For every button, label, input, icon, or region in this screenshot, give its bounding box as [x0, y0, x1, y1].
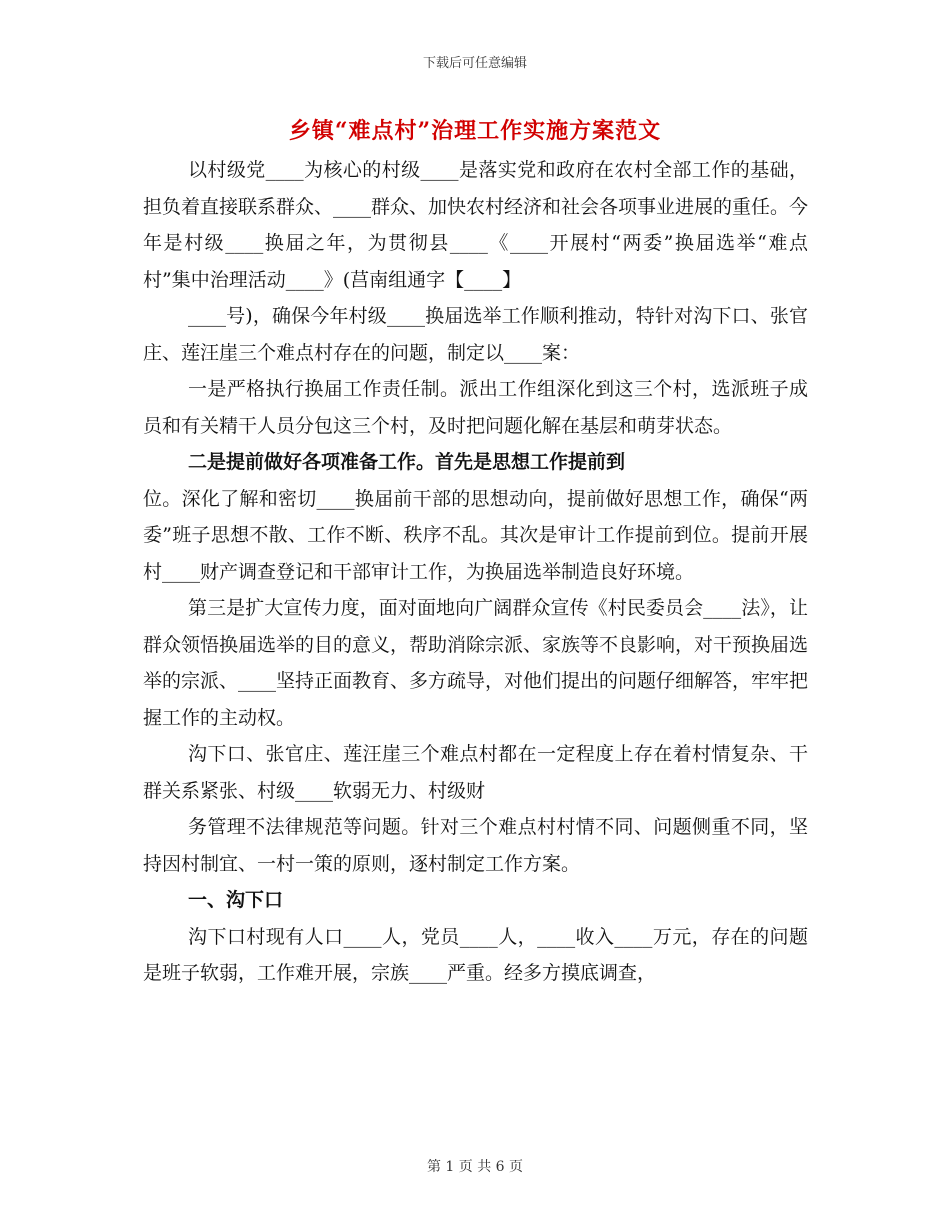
paragraph-purpose: ____号)，确保今年村级____换届选举工作顺利推动，特针对沟下口、张官庄、莲汪崖三个难点村存在的问题，制定以____案： [143, 305, 808, 364]
page-number: 第 1 页 共 6 页 [426, 1159, 524, 1175]
paragraph-intro: 以村级党____为核心的村级____是落实党和政府在农村全部工作的基础，担负着直接联系群众、____群众、加快农村经济和社会各项事业进展的重任。今年是村级____换届之年，为贯彻县____《____开展村“两委”换届选举“难点村”集中治理活动____》(莒南组通字【____】 [143, 159, 809, 291]
paragraph-point-three: 第三是扩大宣传力度，面对面地向广阔群众宣传《村民委员会____法》，让群众领悟换届选举的目的意义，帮助消除宗派、家族等不良影响，对干预换届选举的宗派、____坚持正面教育、多方疏导，对他们提出的问题仔细解答，牢牢把握工作的主动权。 [143, 597, 809, 729]
paragraph-villages-plan: 务管理不法律规范等问题。针对三个难点村村情不同、问题侧重不同，坚持因村制宜、一村一策的原则，逐村制定工作方案。 [143, 816, 808, 875]
document-title: 乡镇“难点村”治理工作实施方案范文 [288, 118, 662, 144]
paragraph-villages-issues: 沟下口、张官庄、莲汪崖三个难点村都在一定程度上存在着村情复杂、干群关系紧张、村级____软弱无力、村级财 [143, 743, 808, 802]
paragraph-gouxiakou: 沟下口村现有人口____人，党员____人，____收入____万元，存在的问题是班子软弱，工作难开展，宗族____严重。经多方摸底调查， [143, 925, 808, 984]
header-note: 下载后可任意编辑 [422, 56, 527, 71]
paragraph-point-two-heading: 二是提前做好各项准备工作。首先是思想工作提前到 [188, 451, 626, 473]
paragraph-point-two-body: 位。深化了解和密切____换届前干部的思想动向，提前做好思想工作，确保“两委”班子思想不散、工作不断、秩序不乱。其次是审计工作提前到位。提前开展村____财产调查登记和干部审计工作，为换届选举制造良好环境。 [143, 487, 808, 583]
section-heading-gouxiakou: 一、沟下口 [188, 889, 284, 911]
document-body [143, 152, 808, 992]
paragraph-point-one: 一是严格执行换届工作责任制。派出工作组深化到这三个村，选派班子成员和有关精干人员分包这三个村，及时把问题化解在基层和萌芽状态。 [143, 378, 808, 437]
